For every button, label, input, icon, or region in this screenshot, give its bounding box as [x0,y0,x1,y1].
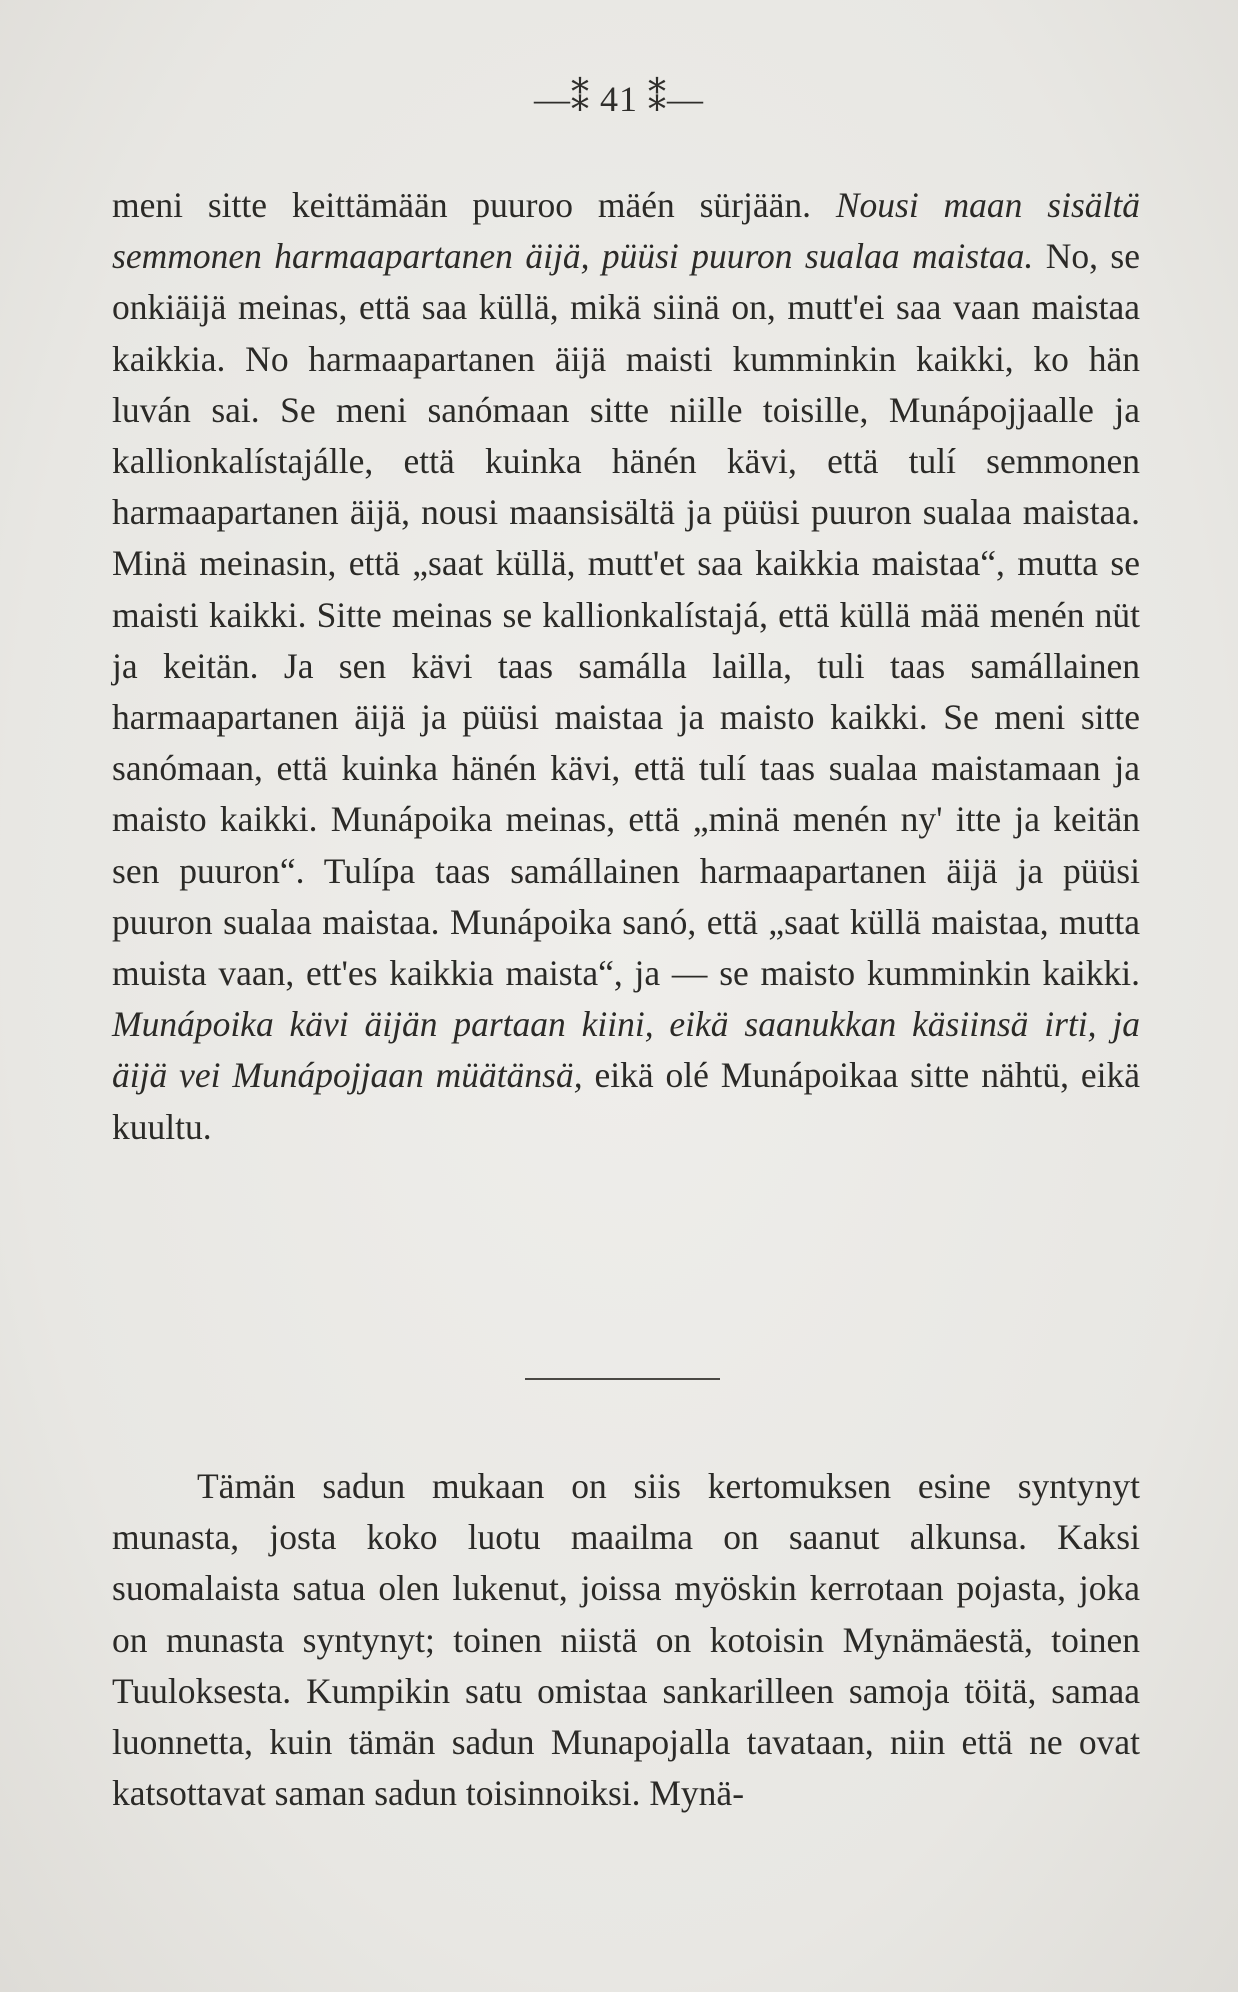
story-italic-span: Nousi maan sisältä semmonen harmaapartanen äijä, püüsi puuron sualaa maistaa. [112,185,1140,277]
commentary-paragraph: Tämän sadun mukaan on siis kertomuksen esine syntynyt munasta, josta koko luotu maailma on saanut alkunsa. Kaksi suomalaista satua olen lukenut, joissa myöskin kerrotaan pojasta, joka on munasta syntynyt; toinen niistä on kotoisin Mynämäestä, toinen Tuuloksesta. Kumpikin satu omistaa sankarilleen samoja töitä, samaa luonnetta, kuin tämän sadun Munapojalla tavataan, niin että ne ovat katsottavat saman sadun toisinnoiksi. Mynä- [112,1466,1140,1814]
commentary-text-block [112,1461,1140,1819]
page-number-header: —⁑ 41 ⁑— [534,79,704,119]
story-text-span: meni sitte keittämään puuroo mäén sürjään. [112,185,836,225]
story-italic-span: Munápoika kävi äijän partaan kiini, eikä saanukkan käsiinsä irti, ja äijä vei Munápojjaan müätänsä, [112,1004,1140,1096]
section-divider-rule [525,1378,720,1380]
story-text-block [112,180,1140,1153]
story-text-span: No, se onkiäijä meinas, että saa küllä, mikä siinä on, mutt'ei saa vaan maistaa kaikkia. No harmaapartanen äijä maisti kumminkin kaikki, ko hän luván sai. Se meni sanómaan sitte niille toisille, Munápojjaalle ja kallionkalístajálle, että kuinka hänén kävi, että tulí semmonen harmaapartanen äijä, nousi maansisältä ja püüsi puuron sualaa maistaa. Minä meinasin, että „saat küllä, mutt'et saa kaikkia maistaa“, mutta se maisti kaikki. Sitte meinas se kallionkalístajá, että küllä mää menén nüt ja keitän. Ja sen kävi taas samálla lailla, tuli taas samállainen harmaapartanen äijä ja püüsi maistaa ja maisto kaikki. Se meni sitte sanómaan, että kuinka hänén kävi, että tulí taas sualaa maistamaan ja maisto kaikki. Munápoika meinas, että „minä menén ny' itte ja keitän sen puuron“. Tulípa taas samállainen harmaapartanen äijä ja püüsi puuron sualaa maistaa. Munápoika sanó, että „saat küllä maistaa, mutta muista vaan, ett'es kaikkia maista“, ja — se maisto kumminkin kaikki. [112,236,1140,994]
story-text-span: eikä olé Munápoikaa sitte nähtü, eikä kuultu. [112,1055,1141,1147]
story-paragraph [112,180,1140,1153]
